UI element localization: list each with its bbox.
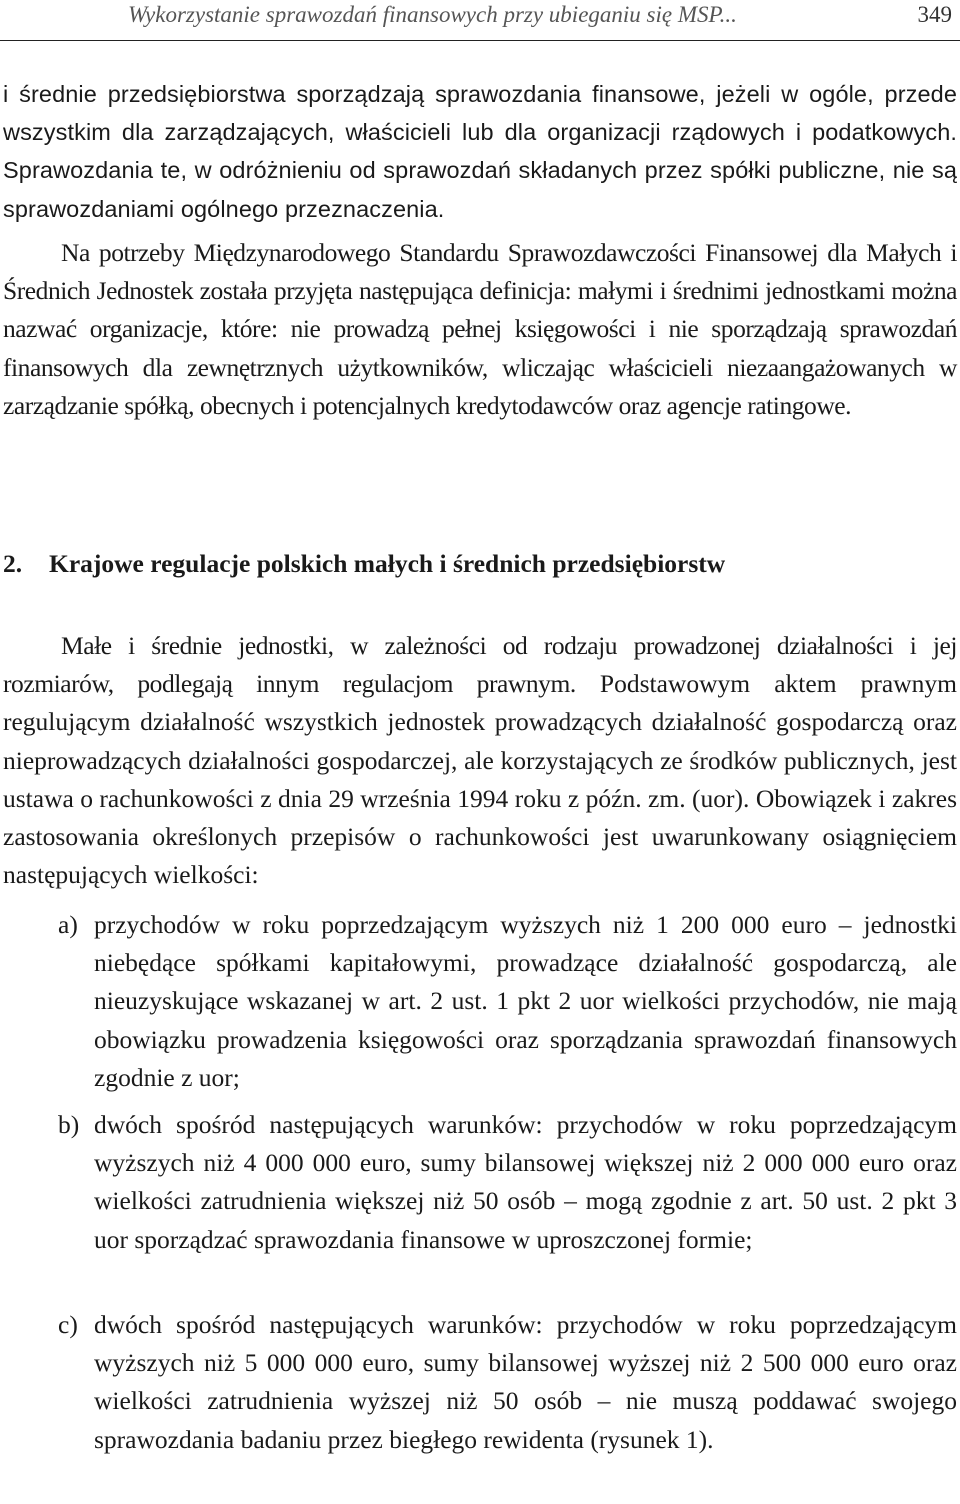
running-title: Wykorzystanie sprawozdań finansowych przy ubieganiu się MSP... bbox=[128, 2, 737, 27]
list-marker: a) bbox=[58, 910, 78, 939]
list-item-c bbox=[58, 1306, 957, 1459]
paragraph-intro: i średnie przedsiębiorstwa sporządzają sprawozdania finansowe, jeżeli w ogóle, przede wszystkim dla zarządzających, właścicieli lub dla organizacji rządowych i podatkowych. Sprawozdania te, w odróżnieniu od sprawozdań składanych przez spółki publiczne, nie są sprawozdaniami ogólnego przeznaczenia. bbox=[3, 81, 957, 222]
list-item-b bbox=[58, 1106, 957, 1259]
paragraph-ifrs-definition: Na potrzeby Międzynarodowego Standardu Sprawozdawczości Finansowej dla Małych i Średnich Jednostek została przyjęta następująca definicja: małymi i średnimi jednostkami można nazwać organizacje, które: nie prowadzą pełnej księgowości i nie sporządzają sprawozdań finansowych dla zewnętrznych użytkowników, wliczając właścicieli niezaangażowanych w zarządzanie spółką, obecnych i potencjalnych kredytodawców oraz agencje ratingowe. bbox=[3, 238, 957, 420]
section-heading bbox=[3, 549, 957, 579]
list-item-text: dwóch spośród następujących warunków: przychodów w roku poprzedzającym wyższych niż 4 000 000 euro, sumy bilansowej większej niż 2 000 000 euro oraz wielkości zatrudnienia większej niż 50 osób – mogą zgodnie z art. 50 ust. 2 pkt 3 uor sporządzać sprawozdania finansowe w uproszczonej formie; bbox=[94, 1110, 957, 1254]
list-item-text: przychodów w roku poprzedzającym wyższych niż 1 200 000 euro – jednostki niebędące spółkami kapitałowymi, prowadzące działalność gospodarczą, ale nieuzyskujące wskazanej w art. 2 ust. 1 pkt 2 uor wielkości przychodów, nie mają obowiązku prowadzenia księgowości oraz sporządzania sprawozdań finansowych zgodnie z uor; bbox=[94, 910, 957, 1092]
list-item-text: dwóch spośród następujących warunków: przychodów w roku poprzedzającym wyższych niż 5 000 000 euro, sumy bilansowej wyższej niż 2 500 000 euro oraz wielkości zatrudnienia wyższej niż 50 osób – nie muszą poddawać swojego sprawozdania badaniu przez biegłego rewidenta (rysunek 1). bbox=[94, 1310, 957, 1454]
paragraph-regulations bbox=[3, 627, 957, 894]
regulations-act-text: Podstawowym aktem prawnym regulującym działalność wszystkich jednostek prowadzących działalność gospodarczą oraz nieprowadzących działalności gospodarczej, ale korzystających ze środków publicznych, jest ustawa o rachunkowości z dnia 29 września 1994 roku z późn. zm. (uor). bbox=[3, 669, 957, 813]
page-number: 349 bbox=[917, 2, 952, 27]
list-marker: c) bbox=[58, 1310, 78, 1339]
running-header bbox=[0, 0, 960, 41]
regulations-thresholds-text: Obowiązek i zakres zastosowania określonych przepisów o rachunkowości jest uwarunkowany osiągnięciem następujących wielkości: bbox=[3, 783, 958, 890]
section-title: Krajowe regulacje polskich małych i średnich przedsiębiorstw bbox=[49, 549, 726, 578]
list-item-a bbox=[58, 906, 957, 1097]
section-number: 2. bbox=[3, 549, 23, 578]
list-marker: b) bbox=[58, 1110, 80, 1139]
regulations-intro-text: Małe i średnie jednostki, w zależności od rodzaju prowadzonej działalności i jej rozmiarów, podlegają innym regulacjom prawnym. bbox=[3, 631, 957, 699]
